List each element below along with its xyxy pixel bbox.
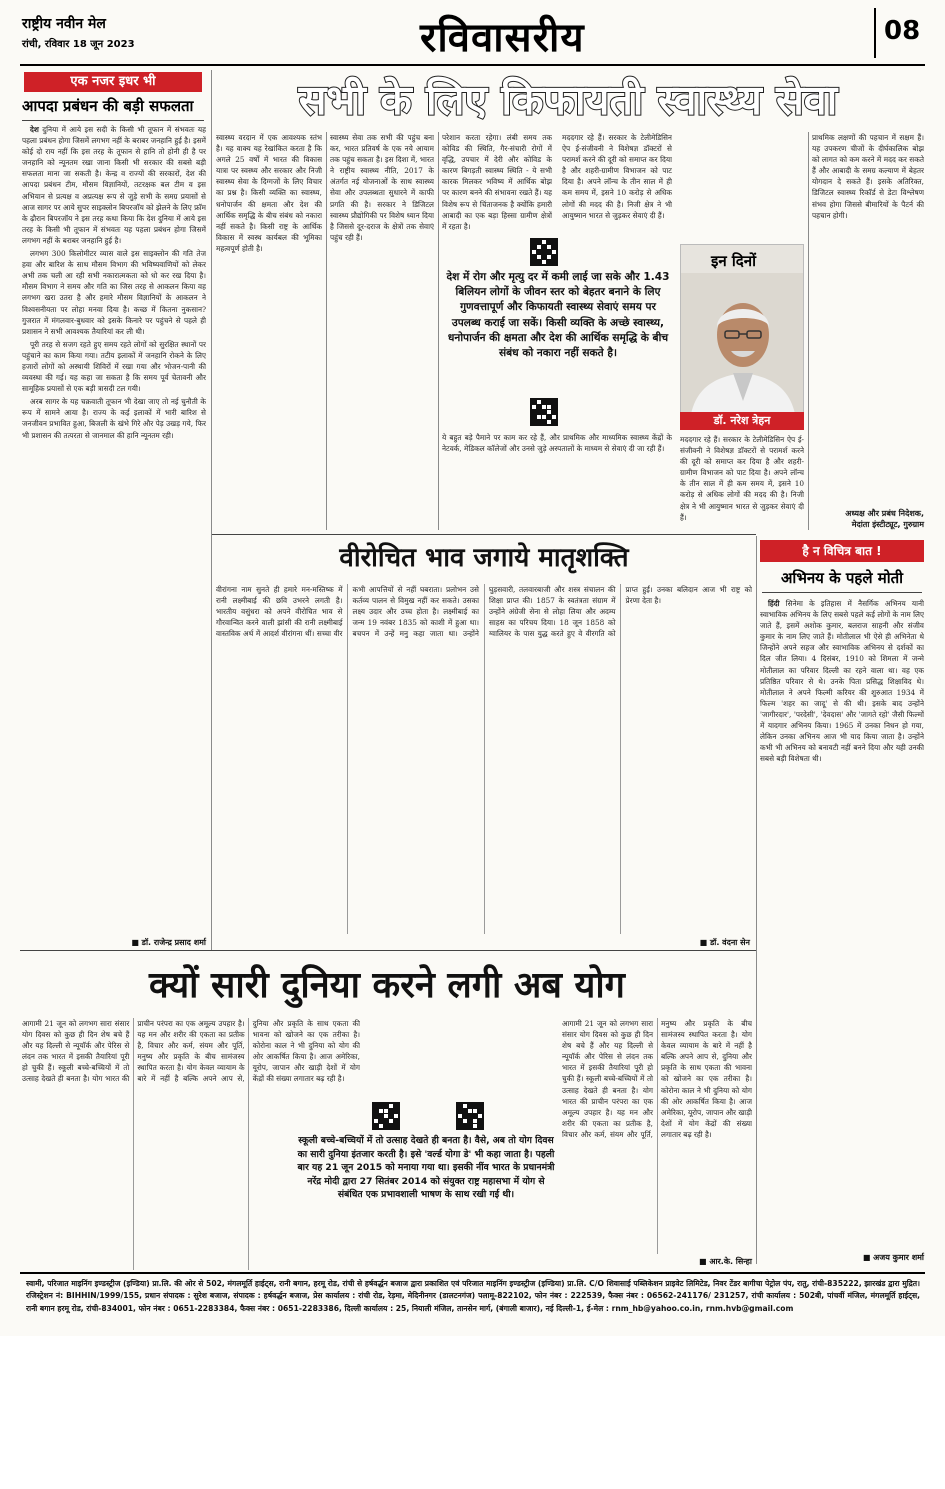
bottom-story-headline: क्यों सारी दुनिया करने लगी अब योग	[149, 964, 625, 1006]
left-byline: ■ डॉ. राजेन्द्र प्रसाद शर्मा	[131, 938, 206, 947]
middle-story-headline: वीरोचित भाव जगाये मातृशक्ति	[339, 543, 629, 573]
portrait-image	[681, 273, 804, 428]
top-story-column-3: परेशान करता रहेगा। लंबी समय तक कोविड की स्थिति, गैर-संचारी रोगों में वृद्धि, उपचार में देरी और कोविड के कारण बिगड़ती स्वास्थ्य स्थिति - ये सभी कारक मिलकर भविष्य में आर्थिक बोझ पर कारण बनने की संभावना रखते हैं। यह विशेष रूप से चिंताजनक है क्योंकि हमारी आबादी का एक बड़ा हिस्सा ग्रामीण क्षेत्रों में रहता है।	[442, 133, 552, 231]
masthead-rule	[20, 64, 925, 66]
right-article-body	[760, 598, 924, 1248]
paper-name: राष्ट्रीय नवीन मेल	[22, 16, 106, 32]
top-col-rule-3	[808, 132, 809, 530]
photo-label: इन दिनों	[711, 252, 756, 270]
top-story-tail: ये बहुत बड़े पैमाने पर काम कर रहे हैं, और प्राथमिक और माध्यमिक स्वास्थ्य केंद्रों के नेटवर्क, मेडिकल कॉलेजों और उनसे जुड़े अस्पतालों के माध्यम से सेवाएं दी जा रही हैं।	[442, 433, 672, 454]
qr-code-icon-3	[372, 1102, 400, 1130]
top-story-column-2: स्वास्थ्य सेवा तक सभी की पहुंच बना कर, भारत प्रतिवर्ष के एक नये आयाम तक पहुंच सकता है। इस दिशा में, भारत ने राष्ट्रीय स्वास्थ्य नीति, 2017 के अंतर्गत नई योजनाओं के साथ स्वास्थ्य सेवा और उपलब्धता सुधारने में काफी प्रगति की है। सरकार ने डिजिटल स्वास्थ्य प्रौद्योगिकी पर विशेष ध्यान दिया है जिससे दूर-दराज के क्षेत्रों तक सेवाएं पहुंच रही हैं।	[330, 133, 434, 242]
middle-byline: ■ डॉ. वंदना सेन	[699, 938, 750, 947]
top-story-bottom-rule	[212, 534, 756, 535]
page-number: 08	[884, 16, 921, 46]
top-byline	[812, 508, 924, 530]
top-col-rule-2	[438, 132, 439, 530]
bottom-story-top-rule	[20, 950, 756, 951]
right-headline: अभिनय के पहले मोती	[780, 569, 904, 587]
qr-code-icon	[530, 238, 558, 266]
left-paragraph-1: दुनिया में आये इस सदी के किसी भी तूफान में संभवतः यह पहला प्रबंधन होगा जिसमें लगभग नहीं के बराबर जनहानि हुई है। इसमें कोई दो राय नहीं कि इस तरह के तूफान से हानि तो होनी ही है पर जनहानि को न्यूनतम रखा जाना किसी भी सरकार की सबसे बड़ी सफलता माना जा सकती है। केन्द्र व राज्यों की सरकारों, देश की आपदा प्रबंधन टीम, मौसम विज्ञानियों, तटरक्षक बल टीम व इस अभियान से प्रत्यक्ष व अप्रत्यक्ष रूप से जुड़े सभी के समग्र प्रयासों से आज सागर पर आये सुपर साइक्लोन बिपरजॉय को झेलने के लिए फ्रॉम के ढ़ौरान बिपरजॉय ने इस तरह कथा किया कि देश दुनिया में आये इस तरह के किसी भी तूफान में संभवतः यह पहला प्रबंधन होगा जिसमें लगभग नहीं के बराबर जनहानि हुई है।	[22, 125, 206, 245]
page-bottom-blank	[0, 1336, 945, 1489]
masthead	[0, 0, 945, 66]
right-column-divider	[756, 536, 757, 1264]
top-story-column-5: प्राथमिक लक्षणों की पहचान में सक्षम हैं। यह उपकरण चीजों के दीर्घकालिक बोझ को लागत को कम करने में मदद कर सकते हैं और आबादी के समग्र कल्याण में बेहतर योगदान दे सकते हैं। इसके अतिरिक्त, डिजिटल स्वास्थ्य रिकॉर्ड से डेटा विश्लेषण संभव होगा जिससे बीमारियों के पैटर्न की पहचान होगी।	[812, 133, 924, 220]
qr-code-icon-2	[530, 398, 558, 426]
page-number-divider	[874, 8, 876, 58]
right-kicker: है न विचित्र बात !	[760, 540, 924, 562]
footer-imprint: स्वामी, परिजात माइनिंग इण्डस्ट्रीज (इण्डिया) प्रा.लि. की ओर से 502, मंगलमूर्ति हाईट्स, रानी बगान, हरमू रोड, रांची से हर्षवर्द्धन बजाज द्वारा प्रकाशित एवं परिजात माइनिंग इण्डस्ट्रीज (इण्डिया) प्रा.लि. C/O शिवासाई पब्लिकेशन प्राइवेट लिमिटेड, निवर टेंडर बागीचा पेट्रोल पंप, रातु, रांची-835222, झारखंड द्वारा मुद्रित। रजिस्ट्रेशन नं: BIHHIN/1999/155, प्रधान संपादक : सुरेश बजाज, संपादक : हर्षवर्द्धन बजाज, प्रेस कार्यालय : रांची रोड, रेड़मा, मेदिनीनगर (डालटनगंज) पलामू-822102, फोन नंबर : 222539, फैक्स नंबर : 06562-241176/ 231257, रांची कार्यालय : 502बी, पांचवीं मंजिल, मंगलमूर्ति हाईट्स, रानी बगान हरमू रोड, रांची-834001, फोन नंबर : 0651-2283384, फैक्स नंबर : 0651-2283386, दिल्ली कार्यालय : 25, नियाली मंजिल, तानसेन मार्ग, (बंगाली बाजार), नई दिल्ली-1, ई-मेल : rnm_hb@yahoo.co.in, rnm.hvb@gmail.com	[26, 1279, 920, 1313]
middle-story-body: वीरांगना नाम सुनते ही हमारे मन-मस्तिष्क में रानी लक्ष्मीबाई की छवि उभरने लगती है। भारतीय वसुंधरा को अपने वीरोचित भाव से गौरवान्वित करने वाली झांसी की रानी लक्ष्मीबाई वास्तविक अर्थ में आदर्श वीरांगना थीं। सच्चा वीर कभी आपत्तियों से नहीं घबराता। प्रलोभन उसे कर्तव्य पालन से विमुख नहीं कर सकते। उसका लक्ष्य उदार और उच्च होता है। लक्ष्मीबाई का जन्म 19 नवंबर 1835 को काशी में हुआ था। बचपन में उन्हें मनु कहा जाता था। उन्होंने घुड़सवारी, तलवारबाजी और शस्त्र संचालन की शिक्षा प्राप्त की। 1857 के स्वतंत्रता संग्राम में उन्होंने अंग्रेजी सेना से लोहा लिया और अदम्य साहस का परिचय दिया। 18 जून 1858 को ग्वालियर के पास युद्ध करते हुए वे वीरगति को प्राप्त हुईं। उनका बलिदान आज भी राष्ट्र को प्रेरणा देता है।	[216, 585, 752, 639]
footer-rule	[20, 1272, 925, 1274]
qr-code-icon-4	[456, 1102, 484, 1130]
top-story-column-4: मददगार रहे हैं। सरकार के टेलीमेडिसिन ऐप ई-संजीवनी ने विशेषज्ञ डॉक्टरों से परामर्श करने की दूरी को समाप्त कर दिया है और शहरी-ग्रामीण विभाजन को पाट दिया है। अपने लॉन्च के तीन साल में ही कम समय में, इसने 10 करोड़ से अधिक लोगों की मदद की है। निजी क्षेत्र ने भी आयुष्मान भारत से जुड़कर सेवाएं दी हैं।	[562, 133, 672, 220]
top-byline-name: अध्यक्ष और प्रबंध निदेशक,	[845, 509, 924, 518]
top-story-photo-below: मददगार रहे हैं। सरकार के टेलीमेडिसिन ऐप ई-संजीवनी ने विशेषज्ञ डॉक्टरों से परामर्श करने की दूरी को समाप्त कर दिया है और शहरी-ग्रामीण विभाजन को पाट दिया है। अपने लॉन्च के तीन साल में ही कम समय में, इसने 10 करोड़ से अधिक लोगों की मदद की है। निजी क्षेत्र ने भी आयुष्मान भारत से जुड़कर सेवाएं दी हैं।	[680, 435, 804, 522]
right-headline-rule	[762, 592, 922, 593]
left-headline: आपदा प्रबंधन की बड़ी सफलता	[22, 97, 194, 115]
date-line: रांची, रविवार 18 जून 2023	[22, 39, 135, 50]
left-paragraph-3: पूरी तरह से सजग रहते हुए समय रहते लोगों को सुरक्षित स्थानों पर पहुंचाने का काम किया गया। तटीय इलाकों में जनहानि रोकने के लिए हजारों लोगों को अस्थायी शिविरों में रखा गया और भोजन-पानी की व्यवस्था की गई। यह कहा जा सकता है कि समय पूर्व चेतावनी और सामूहिक प्रयासों से एक बड़ी त्रासदी टल गयी।	[22, 339, 206, 394]
left-article-body	[22, 124, 206, 936]
top-pull-quote: देश में रोग और मृत्यु दर में कमी लाई जा सके और 1.43 बिलियन लोगों के जीवन स्तर को बेहतर बनाने के लिए गुणवत्तापूर्ण और किफायती स्वास्थ्य सेवाएं समय पर उपलब्ध कराई जा सकें। किसी व्यक्ति के अच्छे स्वास्थ्य, धनोपार्जन की क्षमता और देश की आर्थिक समृद्धि के बीच संबंध को नकारा नहीं सकते है।	[446, 271, 670, 360]
author-photo	[680, 244, 804, 428]
left-column-divider	[211, 70, 212, 950]
top-story-headline: सभी के लिए किफायती स्वास्थ्य सेवा	[298, 76, 838, 124]
top-story-column-1: स्वास्थ्य वरदान में एक आवश्यक स्तंभ है। यह वाक्य यह रेखांकित करता है कि अगले 25 वर्षों में भारत की विकास यात्रा पर स्वस्थ्य और सरकार और निजी स्वास्थ्य सेवा के दिग्गजों के लिए विचार का प्रश्न है। किसी व्यक्ति का स्वास्थ्य, धनोपार्जन की क्षमता और देश की आर्थिक समृद्धि के बीच संबंध को नकारा नहीं सकते है। किसी राष्ट्र के आर्थिक विकास में स्वस्थ कार्यबल की भूमिका महत्वपूर्ण होती है।	[216, 133, 322, 253]
bottom-byline: ■ आर.के. सिन्हा	[699, 1257, 752, 1266]
section-title: रविवासरीय	[420, 14, 585, 61]
right-lead-word: हिंदी	[768, 599, 780, 608]
left-paragraph-4: अरब सागर के यह चक्रवाती तूफान भी देखा जाए तो नई चुनौती के रूप में सामने आया है। राज्य के कई इलाकों में भारी बारिश से जनजीवन प्रभावित हुआ, बिजली के खंभे गिरे और पेड़ उखड़ गये, फिर भी प्रशासन की तत्परता से जानमाल की हानि न्यूनतम रही।	[22, 397, 206, 440]
left-headline-rule	[22, 120, 204, 121]
bottom-story-body-right: आगामी 21 जून को लगभग सारा संसार योग दिवस को कुछ ही दिन शेष बचे हैं और यह दिल्ली से न्यूयॉर्क और पेरिस से लंदन तक भारत में इसकी तैयारियां पूरी हो चुकी हैं। स्कूली बच्चे-बच्चियों में तो उत्साह देखते ही बनता है। योग भारत की प्राचीन परंपरा का एक अमूल्य उपहार है। यह मन और शरीर की एकता का प्रतीक है, विचार और कर्म, संयम और पूर्ति, मनुष्य और प्रकृति के बीच सामंजस्य स्थापित करता है। योग केवल व्यायाम के बारे में नहीं है बल्कि अपने आप से, दुनिया और प्रकृति के साथ एकता की भावना को खोजने का एक तरीका है। कोरोना काल ने भी दुनिया को योग की ओर आकर्षित किया है। आज अमेरिका, यूरोप, जापान और खाड़ी देशों में योग केंद्रों की संख्या लगातार बढ़ रही है।	[562, 1019, 752, 1139]
top-col-rule-1	[326, 132, 327, 530]
left-lead-word: देश	[30, 125, 39, 134]
right-byline: ■ अजय कुमार शर्मा	[862, 1253, 924, 1262]
bottom-pull-quote: स्कूली बच्चे-बच्चियों में तो उत्साह देखते ही बनता है। वैसे, अब तो योग दिवस का सारी दुनिया इंतजार करती है। इसे 'वर्ल्ड योगा डे' भी कहा जाता है। पहली बार यह 21 जून 2015 को मनाया गया था। इसकी नींव भारत के प्रधानमंत्री नरेंद्र मोदी द्वारा 27 सितंबर 2014 को संयुक्त राष्ट्र महासभा में योग से संबंधित एक प्रभावशाली भाषण के साथ रखी गई थी।	[297, 1135, 555, 1201]
bottom-story-body-left: आगामी 21 जून को लगभग सारा संसार योग दिवस को कुछ ही दिन शेष बचे हैं और यह दिल्ली से न्यूयॉर्क और पेरिस से लंदन तक भारत में इसकी तैयारियां पूरी हो चुकी हैं। स्कूली बच्चे-बच्चियों में तो उत्साह देखते ही बनता है। योग भारत की प्राचीन परंपरा का एक अमूल्य उपहार है। यह मन और शरीर की एकता का प्रतीक है, विचार और कर्म, संयम और पूर्ति, मनुष्य और प्रकृति के बीच सामंजस्य स्थापित करता है। योग केवल व्यायाम के बारे में नहीं है बल्कि अपने आप से, दुनिया और प्रकृति के साथ एकता की भावना को खोजने का एक तरीका है। कोरोना काल ने भी दुनिया को योग की ओर आकर्षित किया है। आज अमेरिका, यूरोप, जापान और खाड़ी देशों में योग केंद्रों की संख्या लगातार बढ़ रही है।	[22, 1019, 360, 1084]
top-byline-org: मेदांता इंस्टीट्यूट, गुरुग्राम	[851, 520, 924, 529]
left-paragraph-2: लगभग 300 किलोमीटर व्यास वाले इस साइक्लोन की गति तेज हवा और बारिश के साथ मौसम विभाग की भविष्यवाणियों को लेकर अभी तक चली आ रही सभी नकारात्मकता को धो कर रख दिया है। मौसम विभाग ने समय और गति का जिस तरह से आकलन किया वह लगभग खरा उतरा है और हमारे मौसम विज्ञानियों के आकलन ने विश्वसनीयता पर लोहा मनवा दिया है। कच्छ में कितना नुकसान? गुजरात में मंगलवार-बुधवार को इसके किनारे पर पहुंचने से पहले ही प्रशासन ने सभी आवश्यक तैयारियां कर ली थी।	[22, 249, 206, 336]
left-kicker: एक नजर इधर भी	[24, 72, 202, 92]
right-paragraph: सिनेमा के इतिहास में नैसर्गिक अभिनय यानी स्वाभाविक अभिनय के लिए सबसे पहले कई लोगों के नाम लिए जाते हैं, इसमें अशोक कुमार, बलराज साहनी और संजीव कुमार के नाम लिए जाते हैं। मोतीलाल भी ऐसे ही अभिनेता थे जिन्होंने अपने सहज और स्वाभाविक अभिनय से दर्शकों का दिल जीत लिया। 4 दिसंबर, 1910 को शिमला में जन्मे मोतीलाल का परिवार दिल्ली का रहने वाला था। वह एक प्रतिष्ठित परिवार से थे। उनके पिता प्रसिद्ध शिक्षाविद थे। मोतीलाल ने अपने फिल्मी करियर की शुरुआत 1934 में फिल्म 'शहर का जादू' से की थी। इसके बाद उन्होंने 'जागीरदार', 'परदेसी', 'देवदास' और 'जागते रहो' जैसी फिल्मों में यादगार अभिनय किया। 1965 में उनका निधन हो गया, लेकिन उनका अभिनय आज भी याद किया जाता है। उन्होंने कभी भी अभिनय को बनावटी नहीं बनने दिया और यही उनकी सबसे बड़ी विशेषता थी।	[760, 599, 924, 764]
photo-caption: डॉ. नरेश त्रेहन	[680, 412, 804, 430]
